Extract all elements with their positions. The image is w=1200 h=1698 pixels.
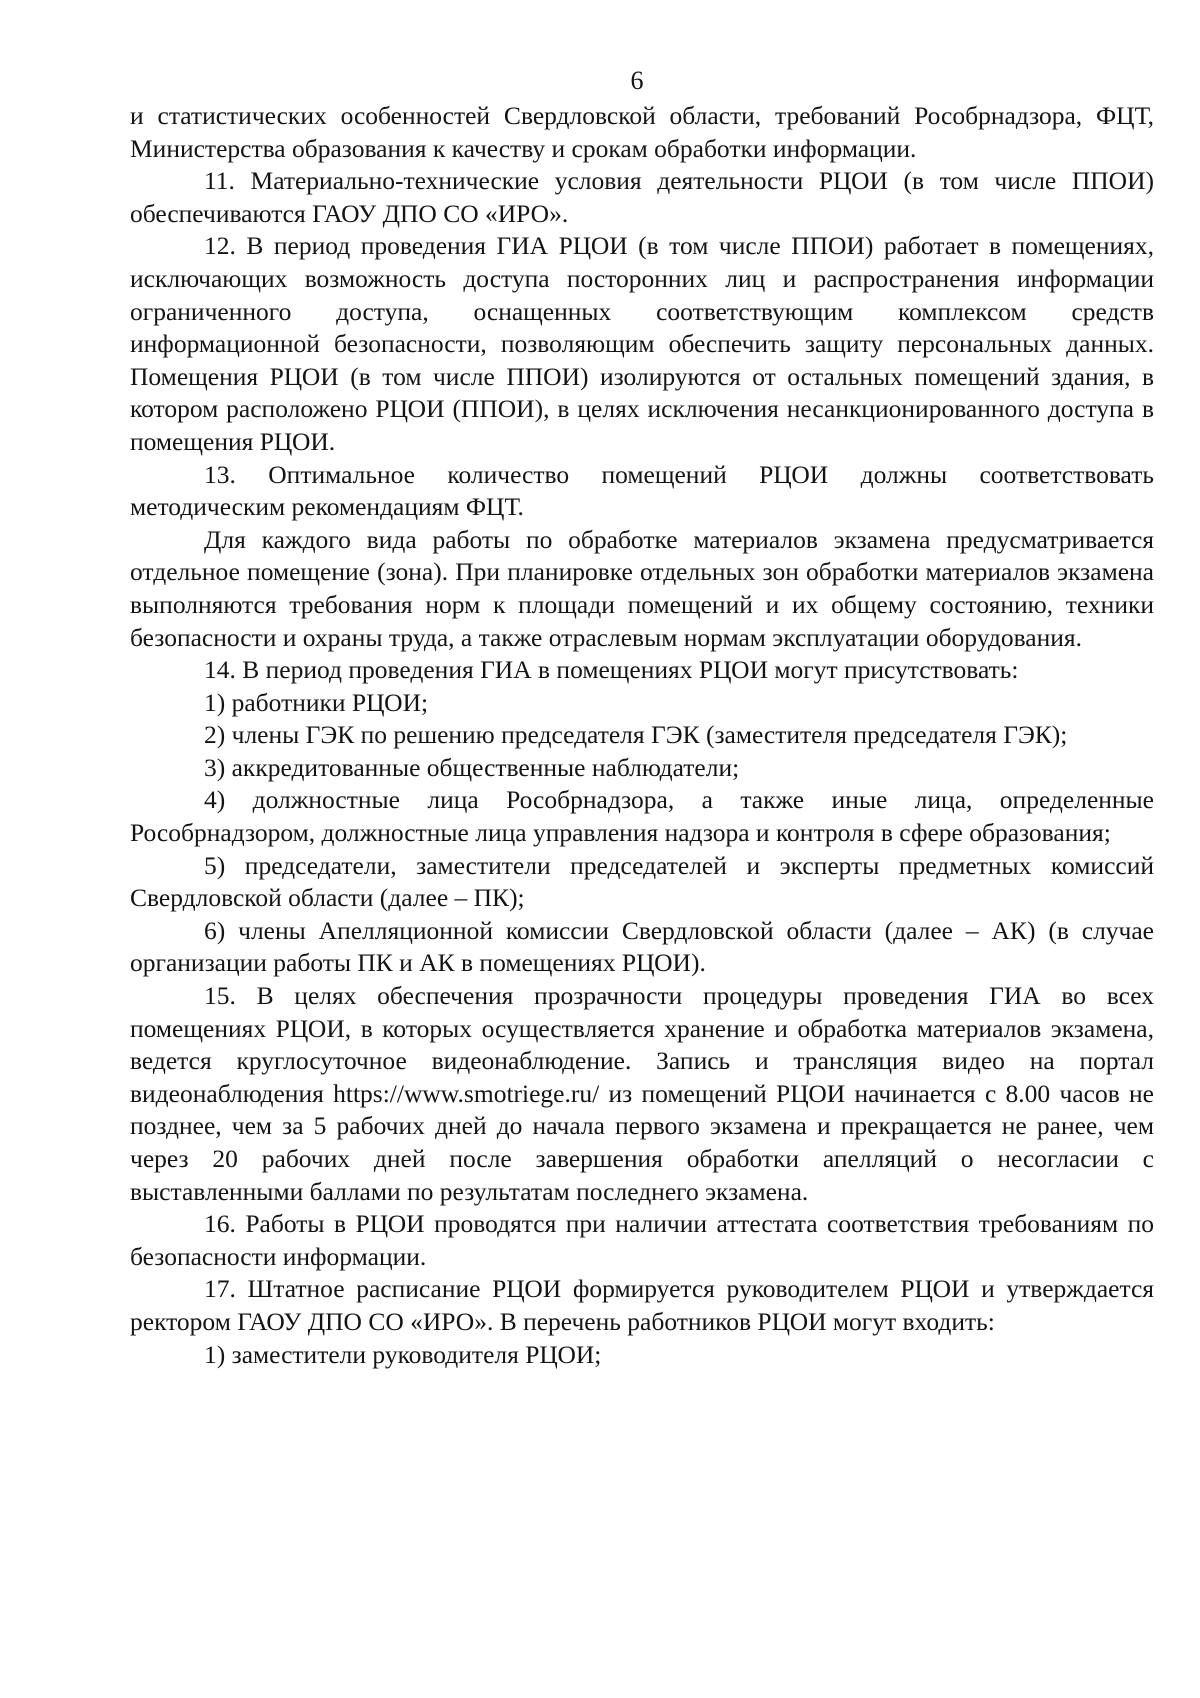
paragraph-continuation: и статистических особенностей Свердловской области, требований Рособрнадзора, ФЦТ, Министерства образования к качеству и срокам обработки информации. [130,101,1154,163]
document-body [130,100,1154,1371]
list-item-14-4: 4) должностные лица Рособрнадзора, а также иные лица, определенные Рособрнадзором, должностные лица управления надзора и контроля в сфере образования; [130,785,1154,848]
list-item-14-2: 2) члены ГЭК по решению председателя ГЭК (заместителя председателя ГЭК); [204,720,1068,750]
list-item-17-1: 1) заместители руководителя РЦОИ; [204,1339,602,1369]
paragraph-12: 12. В период проведения ГИА РЦОИ (в том числе ППОИ) работает в помещениях, исключающих возможность доступа посторонних лиц и распространения информации ограниченного доступа, оснащенных соответствующим комплексом средств информационной безопасности, позволяющим обеспечить защиту персональных данных. Помещения РЦОИ (в том числе ППОИ) изолируются от остальных помещений здания, в котором расположено РЦОИ (ППОИ), в целях исключения несанкционированного доступа в помещения РЦОИ. [130,231,1154,456]
page-number: 6 [630,66,644,95]
list-item-14-1: 1) работники РЦОИ; [204,687,429,717]
paragraph-15: 15. В целях обеспечения прозрачности процедуры проведения ГИА во всех помещениях РЦОИ, в которых осуществляется хранение и обработка материалов экзамена, ведется круглосуточное видеонаблюдение. Запись и трансляция видео на портал видеонаблюдения https://www.smotriege.ru/ из помещений РЦОИ начинается с 8.00 часов не позднее, чем за 5 рабочих дней до начала первого экзамена и прекращается не ранее, чем через 20 рабочих дней после завершения обработки апелляций о несогласии с выставленными баллами по результатам последнего экзамена. [130,981,1154,1206]
paragraph-14: 14. В период проведения ГИА в помещениях РЦОИ могут присутствовать: [204,655,1019,685]
list-item-14-5: 5) председатели, заместители председателей и эксперты предметных комиссий Свердловской области (далее – ПК); [130,850,1154,913]
paragraph-11: 11. Материально-технические условия деятельности РЦОИ (в том числе ППОИ) обеспечиваются ГАОУ ДПО СО «ИРО». [130,166,1154,228]
list-item-14-6: 6) члены Апелляционной комиссии Свердловской области (далее – АК) (в случае организации работы ПК и АК в помещениях РЦОИ). [130,915,1154,978]
paragraph-13-zones: Для каждого вида работы по обработке материалов экзамена предусматривается отдельное помещение (зона). При планировке отдельных зон обработки материалов экзамена выполняются требования норм к площади помещений и их общему состоянию, техники безопасности и охраны труда, а также отраслевым нормам эксплуатации оборудования. [130,524,1154,652]
paragraph-17: 17. Штатное расписание РЦОИ формируется руководителем РЦОИ и утверждается ректором ГАОУ ДПО СО «ИРО». В перечень работников РЦОИ могут входить: [130,1274,1154,1336]
paragraph-16: 16. Работы в РЦОИ проводятся при наличии аттестата соответствия требованиям по безопасности информации. [130,1209,1154,1271]
list-item-14-3: 3) аккредитованные общественные наблюдатели; [204,752,740,782]
paragraph-13: 13. Оптимальное количество помещений РЦОИ должны соответствовать методическим рекомендациям ФЦТ. [130,459,1154,522]
